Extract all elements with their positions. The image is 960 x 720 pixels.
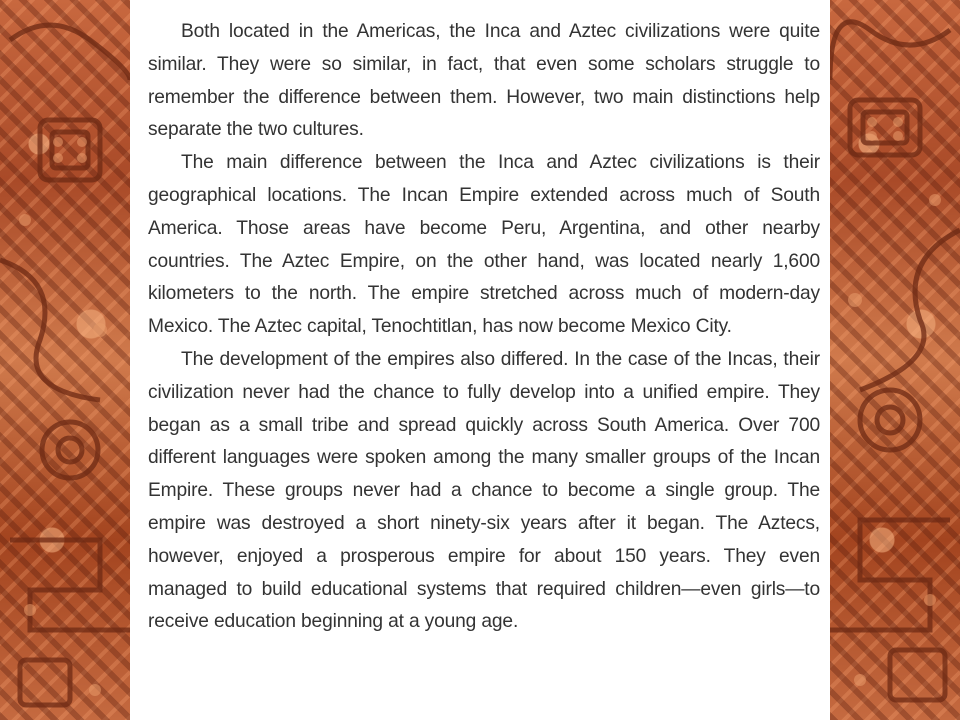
article-paragraph-3: The development of the empires also differed. In the case of the Incas, their civilization never had the chance to fully develop into a unified empire. They began as a small tribe and spread quickly across South America. Over 700 different languages were spoken among the many smaller groups of the Incan Empire. These groups never had a chance to become a single group. The empire was destroyed a short ninety-six years after it began. The Aztecs, however, enjoyed a prosperous empire for about 150 years. They even managed to build educational systems that required children—even girls—to receive education beginning at a young age. — [148, 348, 820, 633]
article-panel — [130, 0, 830, 720]
right-carving-panel — [830, 0, 960, 720]
left-carving-panel — [0, 0, 130, 720]
aztec-stone-carving-icon — [830, 0, 960, 720]
article-paragraph-2: The main difference between the Inca and Aztec civilizations is their geographical locations. The Incan Empire extended across much of South America. Those areas have become Peru, Argentina, and other nearby countries. The Aztec Empire, on the other hand, was located nearly 1,600 kilometers to the north. The empire stretched across much of modern-day Mexico. The Aztec capital, Tenochtitlan, has now become Mexico City. — [148, 152, 820, 338]
article-body — [148, 16, 820, 639]
aztec-stone-carving-icon — [0, 0, 130, 720]
article-paragraph-1: Both located in the Americas, the Inca and Aztec civilizations were quite similar. They were so similar, in fact, that even some scholars struggle to remember the difference between them. However, two main distinctions help separate the two cultures. — [148, 21, 820, 141]
